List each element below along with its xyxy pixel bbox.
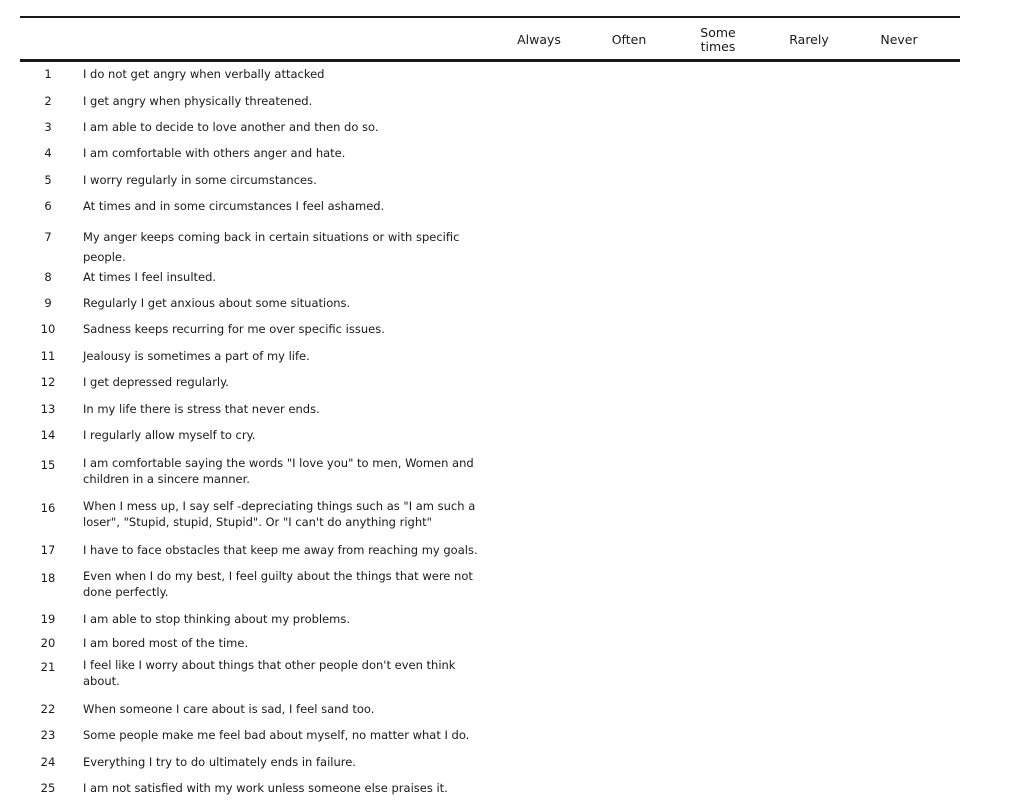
item-text: I am bored most of the time. xyxy=(83,636,249,650)
item-number: 9 xyxy=(44,296,52,310)
column-header-often: Often xyxy=(611,32,647,47)
item-text: I do not get angry when verbally attacked xyxy=(83,67,325,81)
item-number: 8 xyxy=(44,270,52,284)
column-header-never: Never xyxy=(880,32,918,47)
column-header-always: Always xyxy=(517,32,561,47)
item-text: I have to face obstacles that keep me away from reaching my goals. xyxy=(83,543,478,557)
item-number: 16 xyxy=(40,501,56,515)
item-text: Everything I try to do ultimately ends in failure. xyxy=(83,755,356,769)
item-number: 19 xyxy=(40,612,56,626)
item-number: 21 xyxy=(40,660,56,674)
item-number: 12 xyxy=(40,375,56,389)
item-text: I regularly allow myself to cry. xyxy=(83,428,256,442)
item-text: I am not satisfied with my work unless someone else praises it. xyxy=(83,781,448,795)
item-text: Regularly I get anxious about some situations. xyxy=(83,296,351,310)
header-bottom-rule xyxy=(20,59,960,62)
item-number: 17 xyxy=(40,543,56,557)
item-number: 10 xyxy=(40,322,56,336)
item-text: I get depressed regularly. xyxy=(83,375,229,389)
item-text: I am able to decide to love another and then do so. xyxy=(83,120,379,134)
item-text: I am able to stop thinking about my problems. xyxy=(83,612,351,626)
item-text: When someone I care about is sad, I feel sand too. xyxy=(83,702,375,716)
item-number: 7 xyxy=(44,230,52,244)
item-number: 5 xyxy=(44,173,52,187)
item-number: 22 xyxy=(40,702,56,716)
item-number: 15 xyxy=(40,458,56,472)
item-number: 11 xyxy=(40,349,56,363)
item-text: At times and in some circumstances I feel ashamed. xyxy=(83,199,385,213)
header-top-rule xyxy=(20,16,960,18)
item-text: Sadness keeps recurring for me over specific issues. xyxy=(83,322,385,336)
item-text: In my life there is stress that never ends. xyxy=(83,402,320,416)
item-number: 25 xyxy=(40,781,56,795)
item-number: 3 xyxy=(44,120,52,134)
item-text: I worry regularly in some circumstances. xyxy=(83,173,317,187)
item-number: 2 xyxy=(44,94,52,108)
item-text: My anger keeps coming back in certain situations or with specific people. xyxy=(83,230,460,264)
column-header-sometimes: Some times xyxy=(700,25,736,54)
item-number: 24 xyxy=(40,755,56,769)
item-text: Even when I do my best, I feel guilty about the things that were not done perfectly. xyxy=(83,569,473,599)
item-text: I am comfortable saying the words "I love you" to men, Women and children in a sincere manner. xyxy=(83,456,474,486)
item-number: 23 xyxy=(40,728,56,742)
item-number: 6 xyxy=(44,199,52,213)
item-text: I feel like I worry about things that other people don't even think about. xyxy=(83,658,456,688)
item-number: 1 xyxy=(44,67,52,81)
item-number: 18 xyxy=(40,571,56,585)
item-text: I am comfortable with others anger and hate. xyxy=(83,146,346,160)
item-text: When I mess up, I say self -depreciating things such as "I am such a loser", "Stupid, stupid, Stupid". Or "I can't do anything right" xyxy=(83,499,476,529)
item-text: At times I feel insulted. xyxy=(83,270,217,284)
item-text: I get angry when physically threatened. xyxy=(83,94,313,108)
item-number: 20 xyxy=(40,636,56,650)
item-text: Jealousy is sometimes a part of my life. xyxy=(83,349,310,363)
item-number: 14 xyxy=(40,428,56,442)
column-header-rarely: Rarely xyxy=(789,32,829,47)
item-text: Some people make me feel bad about myself, no matter what I do. xyxy=(83,728,470,742)
item-number: 4 xyxy=(44,146,52,160)
item-number: 13 xyxy=(40,402,56,416)
